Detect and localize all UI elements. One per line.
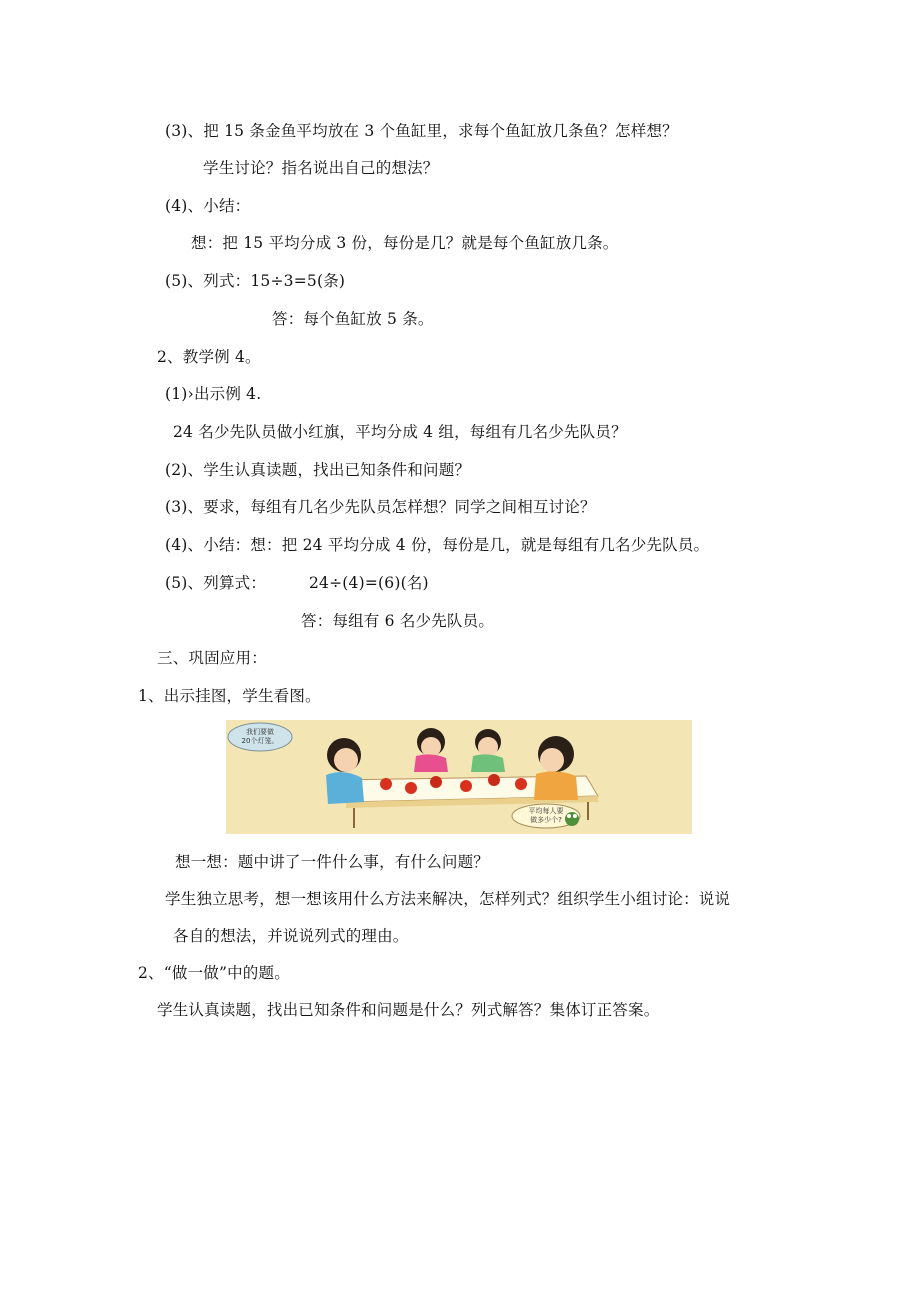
text-line: (5)、列算式：	[165, 574, 267, 592]
text-line: 答：每组有 6 名少先队员。	[301, 612, 495, 630]
text-line: 学生讨论？指名说出自己的想法？	[203, 159, 439, 177]
text-line: (3)、把 15 条金鱼平均放在 3 个鱼缸里，求每个鱼缸放几条鱼？怎样想？	[165, 122, 678, 140]
text-line: (5)、列式：15÷3=5(条)	[165, 272, 346, 290]
text-line: 想一想：题中讲了一件什么事，有什么问题？	[175, 853, 490, 871]
text-line: 各自的想法，并说说列式的理由。	[173, 927, 409, 945]
text-line: 24 名少先队员做小红旗，平均分成 4 组，每组有几名少先队员？	[173, 423, 627, 441]
text-line: 1、出示挂图，学生看图。	[138, 687, 321, 705]
text-line: (4)、小结：	[165, 197, 251, 215]
text-line: 答：每个鱼缸放 5 条。	[272, 310, 434, 328]
text-line: (2)、学生认真读题，找出已知条件和问题？	[165, 461, 471, 479]
wall-chart-image	[226, 720, 692, 834]
text-line: 24÷(4)=(6)(名)	[309, 574, 429, 592]
text-line: (4)、小结：想：把 24 平均分成 4 份，每份是几，就是每组有几名少先队员。	[165, 536, 710, 554]
text-line: 学生认真读题，找出已知条件和问题是什么？列式解答？集体订正答案。	[157, 1001, 660, 1019]
bubble-top-line-1: 我们要做	[246, 728, 274, 736]
bubble-bottom-line-2: 做多少个?	[530, 816, 562, 824]
text-line: 2、“做一做”中的题。	[138, 964, 290, 982]
text-line: 2、教学例 4。	[157, 348, 261, 366]
text-line: (3)、要求，每组有几名少先队员怎样想？同学之间相互讨论？	[165, 498, 596, 516]
text-line: 学生独立思考，想一想该用什么方法来解决，怎样列式？组织学生小组讨论：说说	[165, 890, 731, 908]
bubble-top-line-2: 20个灯笼。	[241, 737, 279, 745]
text-line: 三、巩固应用：	[157, 649, 267, 667]
text-line: 想：把 15 平均分成 3 份，每份是几？就是每个鱼缸放几条。	[191, 234, 619, 252]
text-line: (1)›出示例 4.	[165, 385, 262, 403]
bubble-bottom-line-1: 平均每人要	[528, 807, 564, 815]
